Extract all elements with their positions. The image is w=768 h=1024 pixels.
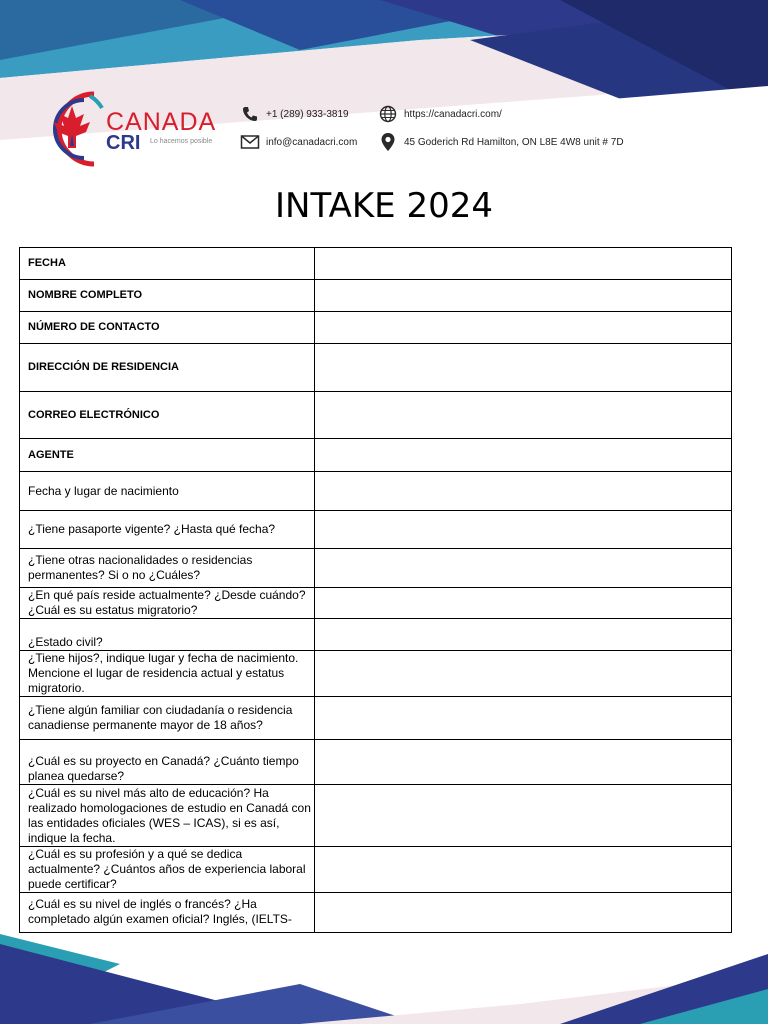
field-value-educacion[interactable] xyxy=(315,785,732,847)
table-row xyxy=(20,511,732,549)
field-label: ¿Estado civil? xyxy=(20,619,315,651)
field-value-fecha[interactable] xyxy=(315,248,732,280)
field-value-proyecto[interactable] xyxy=(315,740,732,785)
table-row xyxy=(20,619,732,651)
field-label: Fecha y lugar de nacimiento xyxy=(20,472,315,511)
field-value-nacionalidades[interactable] xyxy=(315,549,732,588)
field-value-idiomas[interactable] xyxy=(315,893,732,933)
table-row xyxy=(20,740,732,785)
field-value-pasaporte[interactable] xyxy=(315,511,732,549)
field-label: ¿Tiene pasaporte vigente? ¿Hasta qué fecha? xyxy=(20,511,315,549)
table-row xyxy=(20,785,732,847)
field-label: CORREO ELECTRÓNICO xyxy=(20,392,315,439)
field-label: ¿Tiene hijos?, indique lugar y fecha de nacimiento. Mencione el lugar de residencia actual y estatus migratorio. xyxy=(20,651,315,697)
field-label: ¿En qué país reside actualmente? ¿Desde cuándo? ¿Cuál es su estatus migratorio? xyxy=(20,588,315,619)
field-label: ¿Tiene algún familiar con ciudadanía o residencia canadiense permanente mayor de 18 años? xyxy=(20,697,315,740)
table-row xyxy=(20,847,732,893)
field-label: ¿Cuál es su proyecto en Canadá? ¿Cuánto tiempo planea quedarse? xyxy=(20,740,315,785)
field-label: AGENTE xyxy=(20,439,315,472)
page-title: INTAKE 2024 xyxy=(275,186,493,226)
contact-phone xyxy=(240,104,349,124)
field-value-pais-residencia[interactable] xyxy=(315,588,732,619)
field-value-nombre[interactable] xyxy=(315,280,732,312)
brand-name-cri: CRI xyxy=(106,132,141,154)
intake-form-table xyxy=(19,247,732,933)
field-value-contacto[interactable] xyxy=(315,312,732,344)
mail-icon xyxy=(240,132,260,152)
phone-number: +1 (289) 933-3819 xyxy=(266,108,349,120)
table-row xyxy=(20,697,732,740)
email-address[interactable]: info@canadacri.com xyxy=(266,136,358,148)
field-label: ¿Cuál es su profesión y a qué se dedica actualmente? ¿Cuántos años de experiencia laboral puede certificar? xyxy=(20,847,315,893)
table-row xyxy=(20,248,732,280)
field-label: NOMBRE COMPLETO xyxy=(20,280,315,312)
table-row xyxy=(20,439,732,472)
field-value-familiar[interactable] xyxy=(315,697,732,740)
table-row xyxy=(20,312,732,344)
field-label: DIRECCIÓN DE RESIDENCIA xyxy=(20,344,315,392)
globe-icon xyxy=(378,104,398,124)
field-value-correo[interactable] xyxy=(315,392,732,439)
address-text: 45 Goderich Rd Hamilton, ON L8E 4W8 unit # 7D xyxy=(404,136,624,148)
field-value-estado-civil[interactable] xyxy=(315,619,732,651)
field-label: ¿Cuál es su nivel más alto de educación? Ha realizado homologaciones de estudio en Canadá con las entidades oficiales (WES – ICAS), si es así, indique la fecha. xyxy=(20,785,315,847)
table-row xyxy=(20,280,732,312)
phone-icon xyxy=(240,104,260,124)
field-label: NÚMERO DE CONTACTO xyxy=(20,312,315,344)
contact-email xyxy=(240,132,357,152)
contact-website xyxy=(378,104,502,124)
table-row xyxy=(20,549,732,588)
field-label: FECHA xyxy=(20,248,315,280)
brand-tagline: Lo hacemos posible xyxy=(150,138,213,145)
footer-decoration xyxy=(0,934,768,1024)
field-value-agente[interactable] xyxy=(315,439,732,472)
contact-address xyxy=(378,132,624,152)
website-url[interactable]: https://canadacri.com/ xyxy=(404,108,502,120)
table-row xyxy=(20,472,732,511)
table-row xyxy=(20,588,732,619)
location-pin-icon xyxy=(378,132,398,152)
table-row xyxy=(20,893,732,933)
brand-name-canada: CANADA xyxy=(106,108,217,136)
field-value-direccion[interactable] xyxy=(315,344,732,392)
field-value-hijos[interactable] xyxy=(315,651,732,697)
field-value-profesion[interactable] xyxy=(315,847,732,893)
table-row xyxy=(20,392,732,439)
field-label: ¿Tiene otras nacionalidades o residencias permanentes? Si o no ¿Cuáles? xyxy=(20,549,315,588)
table-row xyxy=(20,651,732,697)
field-label: ¿Cuál es su nivel de inglés o francés? ¿Ha completado algún examen oficial? Inglés, (IELTS- xyxy=(20,893,315,933)
table-row xyxy=(20,344,732,392)
field-value-nacimiento[interactable] xyxy=(315,472,732,511)
